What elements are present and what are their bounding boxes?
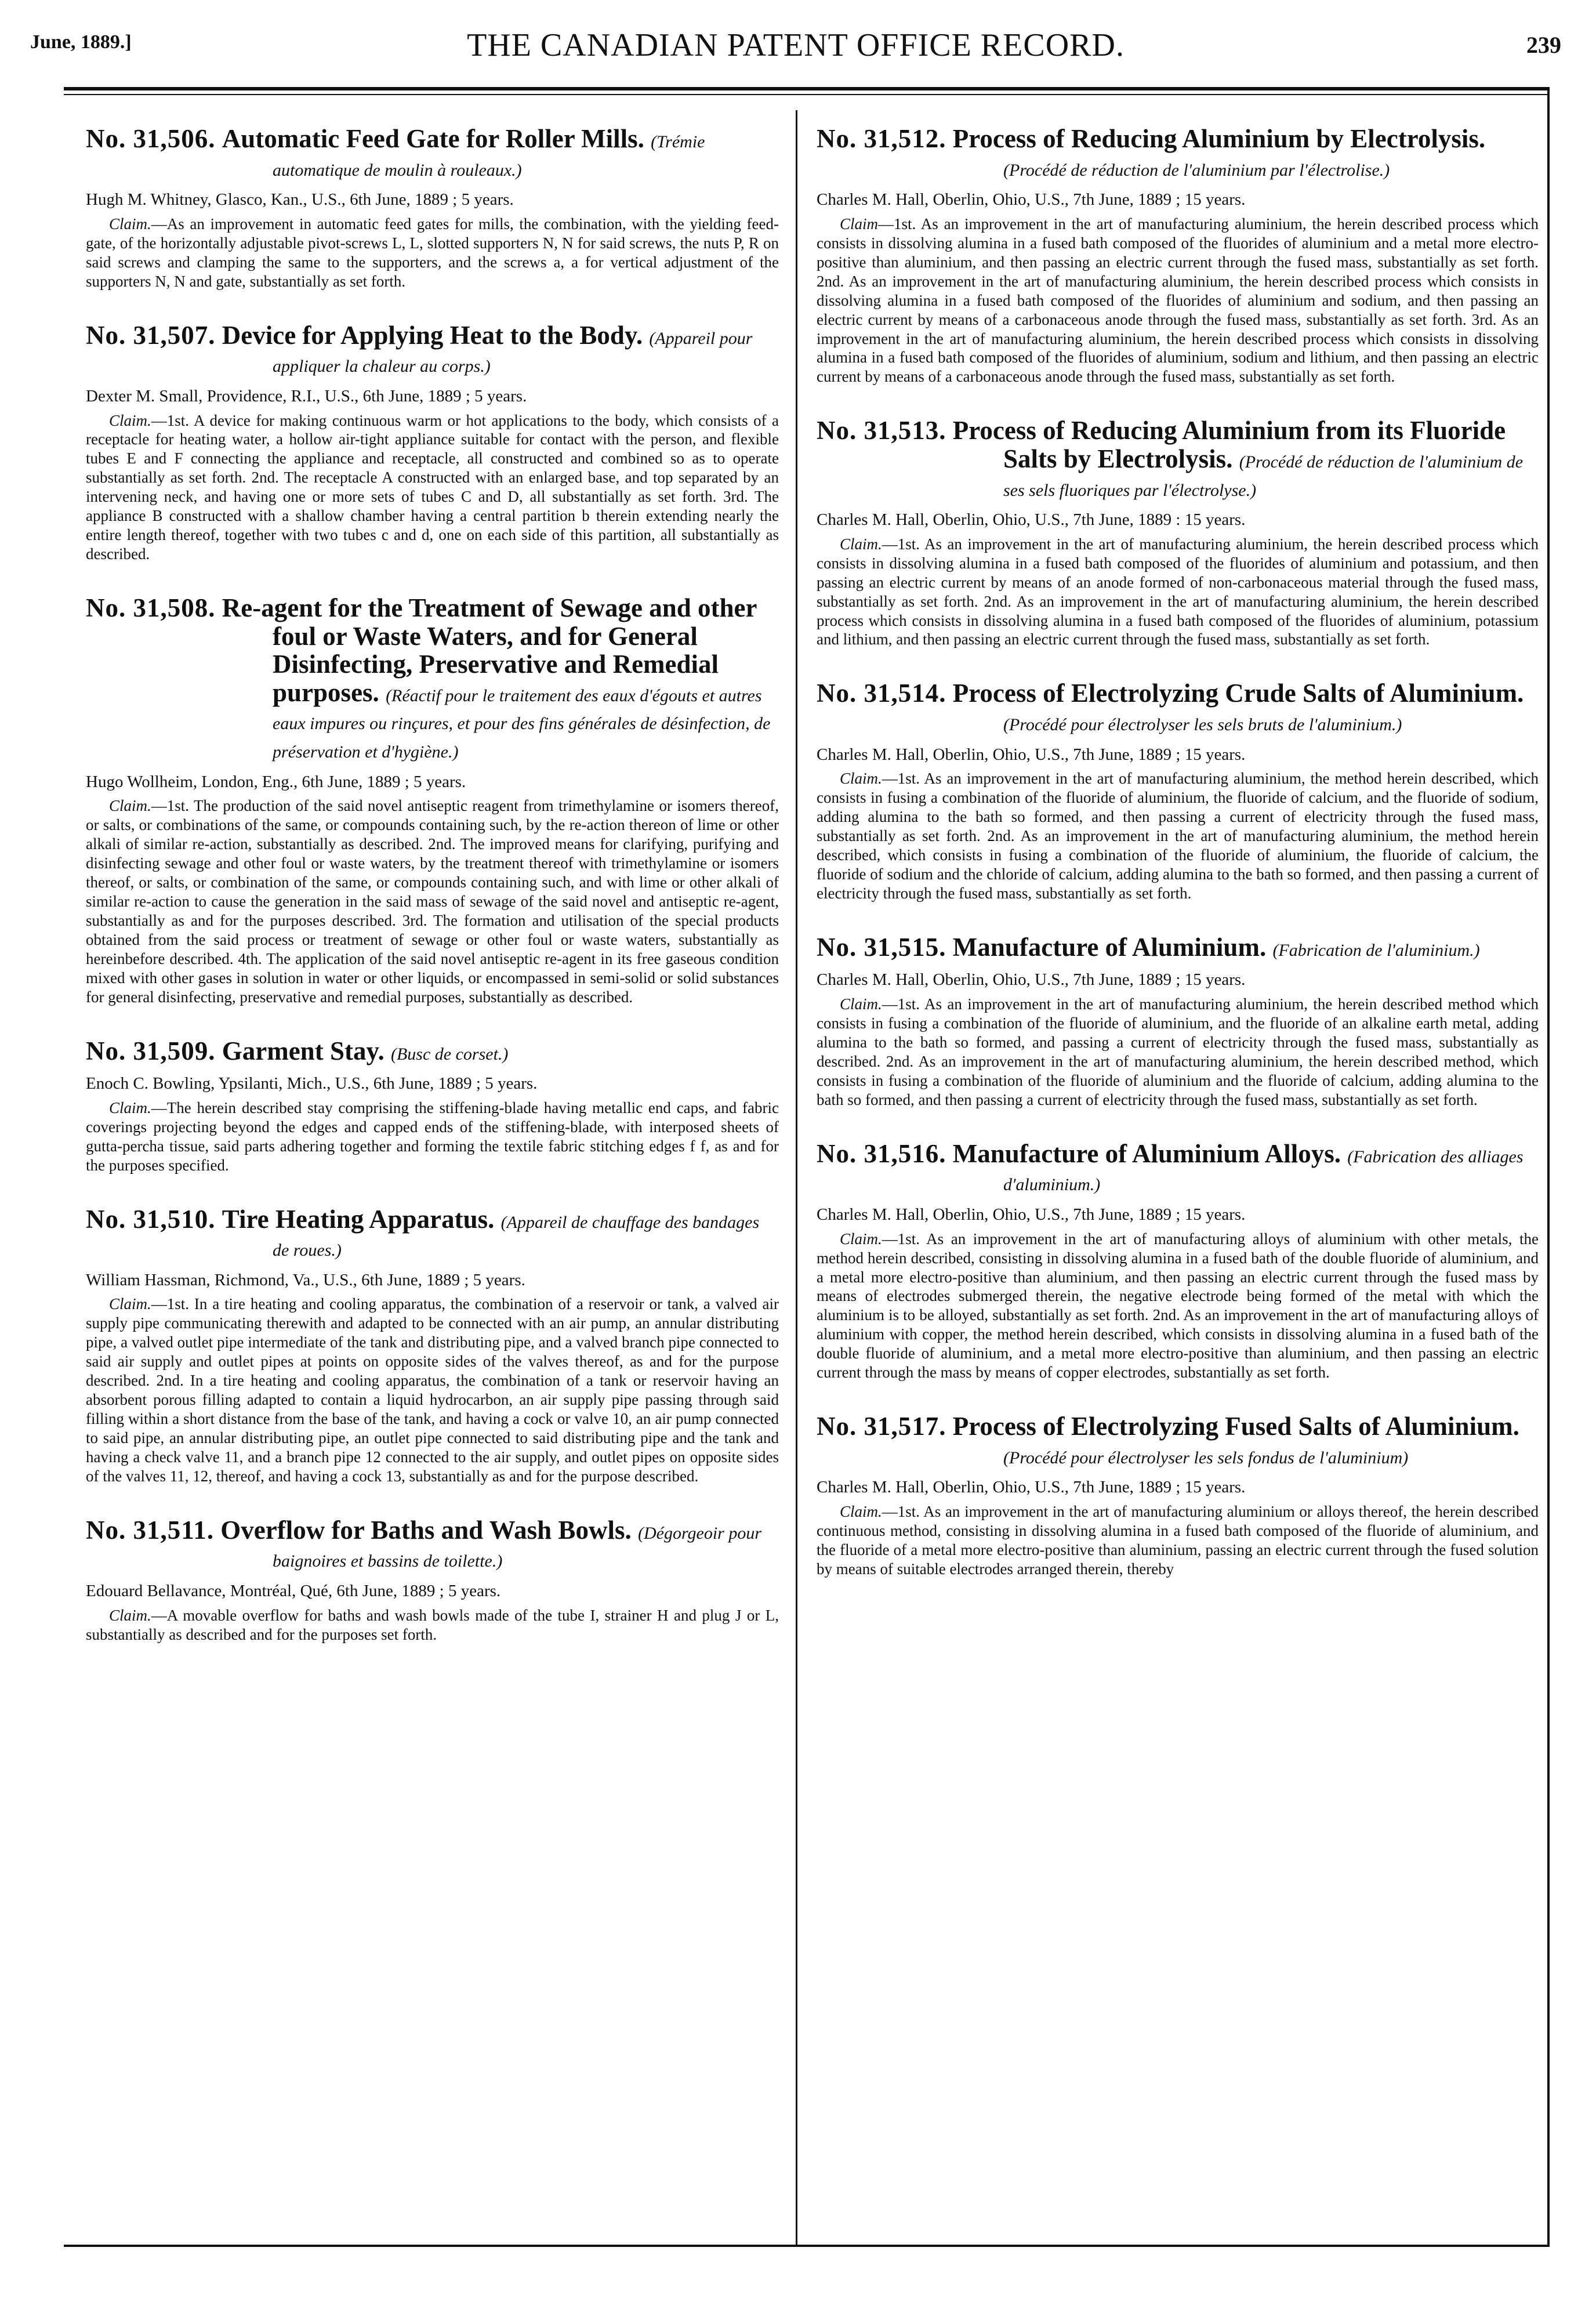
patent-number: No. 31,517. (817, 1412, 946, 1441)
french-title: (Dégorgeoir pour baignoires et bassins de toilette.) (273, 1523, 762, 1571)
french-title: (Réactif pour le traitement des eaux d'égouts et autres eaux impures ou rinçures, et pour des fins générales de désinfection, de préservation et d'hygiène.) (273, 686, 771, 762)
column-divider (796, 110, 797, 2245)
entry-heading (817, 416, 1539, 501)
entry-heading (86, 125, 779, 181)
inventor-line: Charles M. Hall, Oberlin, Ohio, U.S., 7th June, 1889 ; 15 years. (817, 1205, 1246, 1224)
entry-heading (817, 679, 1539, 735)
entry-heading (86, 594, 779, 763)
patent-entry (86, 125, 779, 291)
claim-label: Claim. (109, 215, 151, 233)
claim-text (817, 995, 1539, 1110)
patent-title: Automatic Feed Gate for Roller Mills. (222, 124, 644, 153)
patent-entry (817, 416, 1539, 649)
patent-number: No. 31,515. (817, 932, 946, 962)
claim-text (86, 411, 779, 564)
claim-text (817, 1502, 1539, 1579)
entry-heading (86, 321, 779, 378)
claim-body: —A movable overflow for baths and wash bowls made of the tube I, strainer H and plug J or L, substantially as described and for the purposes set forth. (86, 1606, 779, 1643)
french-title: (Appareil de chauffage des bandages de roues.) (273, 1212, 760, 1260)
bottom-rule (64, 2245, 1548, 2247)
patent-entry (86, 594, 779, 1007)
inventor-line: Enoch C. Bowling, Ypsilanti, Mich., U.S., 6th June, 1889 ; 5 years. (86, 1074, 538, 1093)
inventor-line: Edouard Bellavance, Montréal, Qué, 6th June, 1889 ; 5 years. (86, 1582, 501, 1601)
claim-label: Claim. (109, 797, 151, 815)
entry-heading (86, 1205, 779, 1262)
publication-title: THE CANADIAN PATENT OFFICE RECORD. (467, 27, 1125, 63)
inventor-line: Dexter M. Small, Providence, R.I., U.S., 6th June, 1889 ; 5 years. (86, 386, 527, 405)
claim-label: Claim (840, 215, 879, 233)
patent-entry (86, 321, 779, 564)
patent-number: No. 31,511. (86, 1515, 215, 1545)
entry-heading (86, 1037, 779, 1065)
claim-body: —1st. As an improvement in the art of manufacturing aluminium, the herein described process which consists in dissolving alumina in a fused bath composed of the fluorides of aluminium and potassium, and then passing an electric current by means of an anode formed of non-carbonaceous material through the fused mass, substantially as set forth. 2nd. As an improvement in the art of manufacturing aluminium, the herein described process which consists in dissolving alumina in a fused bath composed of the fluorides of aluminium, potassium and lithium, and then passing an electric current through the fused mass, substantially as set forth. (817, 535, 1539, 648)
top-rule-thin (64, 94, 1548, 95)
entry-heading (817, 125, 1539, 181)
claim-body: —1st. As an improvement in the art of manufacturing aluminium, the method herein described, which consists in fusing a combination of the fluoride of aluminium, the fluoride of calcium, and the fluoride of sodium, adding alumina to the bath so formed, and then passing a current of electricity through the fused mass, substantially as set forth. 2nd. As an improvement in the art of manufacturing aluminium, the method herein described, which consists in fusing a combination of the fluoride of aluminium, the fluoride of calcium, the fluoride of sodium and the chloride of calcium, adding alumina to the bath so formed, and then passing a current of electricity through the fused mass, substantially as set forth. (817, 770, 1539, 902)
patent-entry (86, 1205, 779, 1486)
patent-number: No. 31,506. (86, 124, 216, 153)
claim-body: —1st. As an improvement in the art of manufacturing alloys of aluminium with other metals, the method herein described, consisting in dissolving alumina in a fused bath of the double fluoride of aluminium, and a metal more electro-positive than aluminium, and then passing an electric current through the fused mass by means of electrodes submerged therein, the negative electrode being formed of the metal with which the aluminium is to be alloyed, substantially as set forth. 2nd. As an improvement in the art of manufacturing alloys of aluminium with copper, the method herein described, which consists in dissolving alumina in a fused bath of the double fluoride of aluminium, and a metal more electro-positive than aluminium, and then passing an electric current through the mass by means of copper electrodes, substantially as set forth. (817, 1230, 1539, 1382)
entry-heading (86, 1516, 779, 1572)
claim-text (86, 1606, 779, 1644)
claim-label: Claim. (109, 1295, 151, 1313)
patent-number: No. 31,508. (86, 593, 216, 622)
claim-text (86, 215, 779, 291)
patent-number: No. 31,514. (817, 679, 946, 708)
patent-title: Overflow for Baths and Wash Bowls. (220, 1515, 632, 1545)
claim-text (86, 1099, 779, 1175)
claim-label: Claim. (840, 770, 882, 788)
patent-title: Manufacture of Aluminium Alloys. (952, 1139, 1341, 1168)
patent-entry (817, 1412, 1539, 1579)
inventor-line: Charles M. Hall, Oberlin, Ohio, U.S., 7th June, 1889 ; 15 years. (817, 970, 1246, 989)
patent-number: No. 31,516. (817, 1139, 946, 1168)
claim-label: Claim. (840, 1230, 882, 1248)
claim-label: Claim. (840, 1503, 882, 1520)
french-title: (Procédé de réduction de l'aluminium de ses sels fluoriques par l'électrolyse.) (1003, 452, 1524, 500)
claim-label: Claim. (109, 1606, 151, 1624)
french-title: (Procédé pour électrolyser les sels fondus de l'aluminium) (1003, 1448, 1409, 1467)
inventor-line: Charles M. Hall, Oberlin, Ohio, U.S., 7th June, 1889 ; 15 years. (817, 190, 1246, 209)
claim-body: —1st. A device for making continuous warm or hot applications to the body, which consists of a receptacle for heating water, a hollow air-tight appliance suitable for contact with the person, and flexible tubes E and F connecting the appliance and receptacle, all constructed and combined so as to operate substantially as set forth. 2nd. The receptacle A constructed with an enlarged base, and top separated by an intervening neck, and having one or more sets of tubes C and D, all substantially as set forth. 3rd. The appliance B constructed with a shallow chamber having a central partition b therein extending nearly the entire length thereof, together with two tubes c and d, one on each side of this partition, all substantially as described. (86, 411, 779, 563)
patent-title: Tire Heating Apparatus. (222, 1204, 495, 1234)
claim-label: Claim. (109, 411, 151, 429)
issue-date: June, 1889.] (30, 31, 132, 53)
claim-body: —The herein described stay comprising the stiffening-blade having metallic end caps, and fabric coverings projecting beyond the edges and capped ends of the stiffening-blade, with interposed sheets of gutta-percha tissue, said parts adhering together and forming the textile fabric stitching edges f f, as and for the purposes specified. (86, 1099, 779, 1174)
claim-body: —1st. As an improvement in the art of manufacturing aluminium or alloys thereof, the herein described continuous method, consisting in dissolving alumina in a fused bath composed of the fluoride of aluminium, and the fluoride of a metal more electro-positive than aluminium, passing an electric current through the fused solution by means of suitable electrodes arranged therein, thereby (817, 1503, 1539, 1578)
inventor-line: Charles M. Hall, Oberlin, Ohio, U.S., 7th June, 1889 ; 15 years. (817, 1478, 1246, 1497)
page-number: 239 (1526, 32, 1561, 58)
claim-label: Claim. (840, 535, 882, 553)
inventor-line: William Hassman, Richmond, Va., U.S., 6th June, 1889 ; 5 years. (86, 1270, 525, 1289)
inventor-line: Charles M. Hall, Oberlin, Ohio, U.S., 7th June, 1889 ; 15 years. (817, 745, 1246, 764)
frame-right-rule (1547, 87, 1550, 2247)
patent-entry (817, 125, 1539, 386)
patent-number: No. 31,512. (817, 124, 946, 153)
claim-label: Claim. (840, 995, 882, 1013)
entry-heading (817, 933, 1539, 962)
patent-number: No. 31,507. (86, 320, 216, 350)
french-title: (Procédé de réduction de l'aluminium par l'électrolise.) (1003, 160, 1390, 180)
claim-body: —As an improvement in automatic feed gates for mills, the combination, with the yielding feed-gate, of the horizontally adjustable pivot-screws L, L, slotted supporters N, N for said screws, the nuts P, R on said screws and clamping the same to the supporters, and the screws a, a for vertical adjustment of the supporters N, N and gate, substantially as set forth. (86, 215, 779, 290)
patent-title: Process of Reducing Aluminium by Electrolysis. (952, 124, 1486, 153)
patent-number: No. 31,509. (86, 1036, 216, 1065)
patent-entry (86, 1516, 779, 1644)
claim-text (817, 535, 1539, 650)
top-rule (64, 87, 1548, 90)
entry-heading (817, 1140, 1539, 1196)
patent-number: No. 31,513. (817, 416, 946, 445)
patent-title: Process of Reducing Aluminium from its Fluoride Salts by Electrolysis. (952, 416, 1506, 473)
claim-text (817, 215, 1539, 386)
claim-body: —1st. In a tire heating and cooling apparatus, the combination of a reservoir or tank, a valved air supply pipe communicating therewith and adapted to be connected with an air pump, an annular distributing pipe, a valved outlet pipe intermediate of the tank and distributing pipe, and a valved branch pipe connected to said air supply and outlet pipes at points on opposite sides of the valves thereof, as and for the purpose described. 2nd. In a tire heating and cooling apparatus, the combination of a tank or reservoir having an absorbent porous filling adapted to contain a liquid hydrocarbon, an air supply pipe passing through said filling within a short distance from the base of the tank, and having a cock or valve 10, an air pump connected to said pipe, an annular distributing pipe, an outlet pipe connected to said distributing pipe and the tank and having a check valve 11, and a branch pipe 12 connected to the air supply, and outlet pipes on opposite sides of the valves 11, 12, thereof, and having a cock 13, substantially as and for the purpose described. (86, 1295, 779, 1485)
right-column (817, 125, 1539, 1609)
patent-title: Garment Stay. (222, 1036, 385, 1065)
french-title: (Procédé pour électrolyser les sels bruts de l'aluminium.) (1003, 715, 1402, 734)
left-column (86, 125, 779, 1674)
patent-entry (86, 1037, 779, 1175)
claim-text (817, 769, 1539, 903)
claim-body: —1st. The production of the said novel antiseptic reagent from trimethylamine or isomers thereof, or salts, or combinations of the same, or compounds containing such, by the re-action thereon of lime or other alkali of similar re-action, substantially as described. 2nd. The improved means for clarifying, purifying and disinfecting sewage and other foul or waste waters, by the treatment thereof with trimethylamine or isomers thereof, or salts, or combination of the same, or compounds containing such, and with lime or other alkali of similar re-action to cause the generation in the said mass of sewage of the said novel and antiseptic re-agent, substantially as and for the purposes described. 3rd. The formation and utilisation of the special products obtained from the said process or treatment of sewage or other foul or waste waters, substantially as hereinbefore described. 4th. The application of the said novel antiseptic re-agent in its free gaseous condition mixed with other gases in solution in water or other liquids, or encompassed in semi-solid or solid substances for general disinfecting, preservative and remedial purposes, substantially as described. (86, 797, 779, 1006)
patent-title: Manufacture of Aluminium. (952, 932, 1267, 962)
claim-text (86, 1295, 779, 1485)
french-title: (Busc de corset.) (390, 1044, 509, 1064)
patent-entry (817, 1140, 1539, 1382)
patent-number: No. 31,510. (86, 1204, 216, 1234)
patent-title: Process of Electrolyzing Fused Salts of Aluminium. (952, 1412, 1519, 1441)
patent-title: Process of Electrolyzing Crude Salts of Aluminium. (952, 679, 1524, 708)
patent-title: Device for Applying Heat to the Body. (222, 320, 643, 350)
claim-text (817, 1230, 1539, 1383)
french-title: (Appareil pour appliquer la chaleur au corps.) (273, 328, 753, 376)
inventor-line: Charles M. Hall, Oberlin, Ohio, U.S., 7th June, 1889 : 15 years. (817, 510, 1246, 530)
claim-text (86, 796, 779, 1006)
french-title: (Fabrication des alliages d'aluminium.) (1003, 1147, 1524, 1195)
entry-heading (817, 1412, 1539, 1469)
patent-entry (817, 679, 1539, 902)
claim-body: —1st. As an improvement in the art of manufacturing aluminium, the herein described process which consists in dissolving alumina in a fused bath composed of the fluorides of aluminium and a metal more electro-positive than aluminium, and then passing an electric current through the fused mass, substantially as set forth. 2nd. As an improvement in the art of manufacturing aluminium, the herein described process which consists in dissolving alumina in a fused bath composed of the fluorides of aluminium and sodium, and then passing an electric current by means of a carbonaceous anode through the fused mass, substantially as set forth. 3rd. As an improvement in the art of manufacturing aluminium, the herein described process which consists in dissolving alumina in a fused bath composed of the fluorides of aluminium, sodium and lithium, and then passing an electric current by means of a carbonaceous anode through the fused mass, substantially as set forth. (817, 215, 1539, 386)
patent-entry (817, 933, 1539, 1110)
inventor-line: Hugo Wollheim, London, Eng., 6th June, 1889 ; 5 years. (86, 772, 466, 791)
running-head (30, 27, 1561, 67)
inventor-line: Hugh M. Whitney, Glasco, Kan., U.S., 6th June, 1889 ; 5 years. (86, 190, 514, 209)
patent-title: Re-agent for the Treatment of Sewage and other foul or Waste Waters, and for General Disinfecting, Preservative and Remedial purposes. (222, 593, 757, 707)
french-title: (Fabrication de l'aluminium.) (1272, 940, 1480, 960)
claim-body: —1st. As an improvement in the art of manufacturing aluminium, the herein described method which consists in fusing a combination of the fluoride of aluminium, and the fluoride of an alkaline earth metal, adding alumina to the bath so formed, and passing a current of electricity through the fused mass, substantially as described. 2nd. As an improvement in the art of manufacturing aluminium, the herein described method, which consists in fusing a combination of the fluoride of aluminium and the fluoride of calcium, adding alumina to the bath so formed, and then passing a current of electricity through the fused mass, substantially as set forth. (817, 995, 1539, 1108)
french-title: (Trémie automatique de moulin à rouleaux.) (273, 132, 705, 180)
claim-label: Claim. (109, 1099, 151, 1117)
